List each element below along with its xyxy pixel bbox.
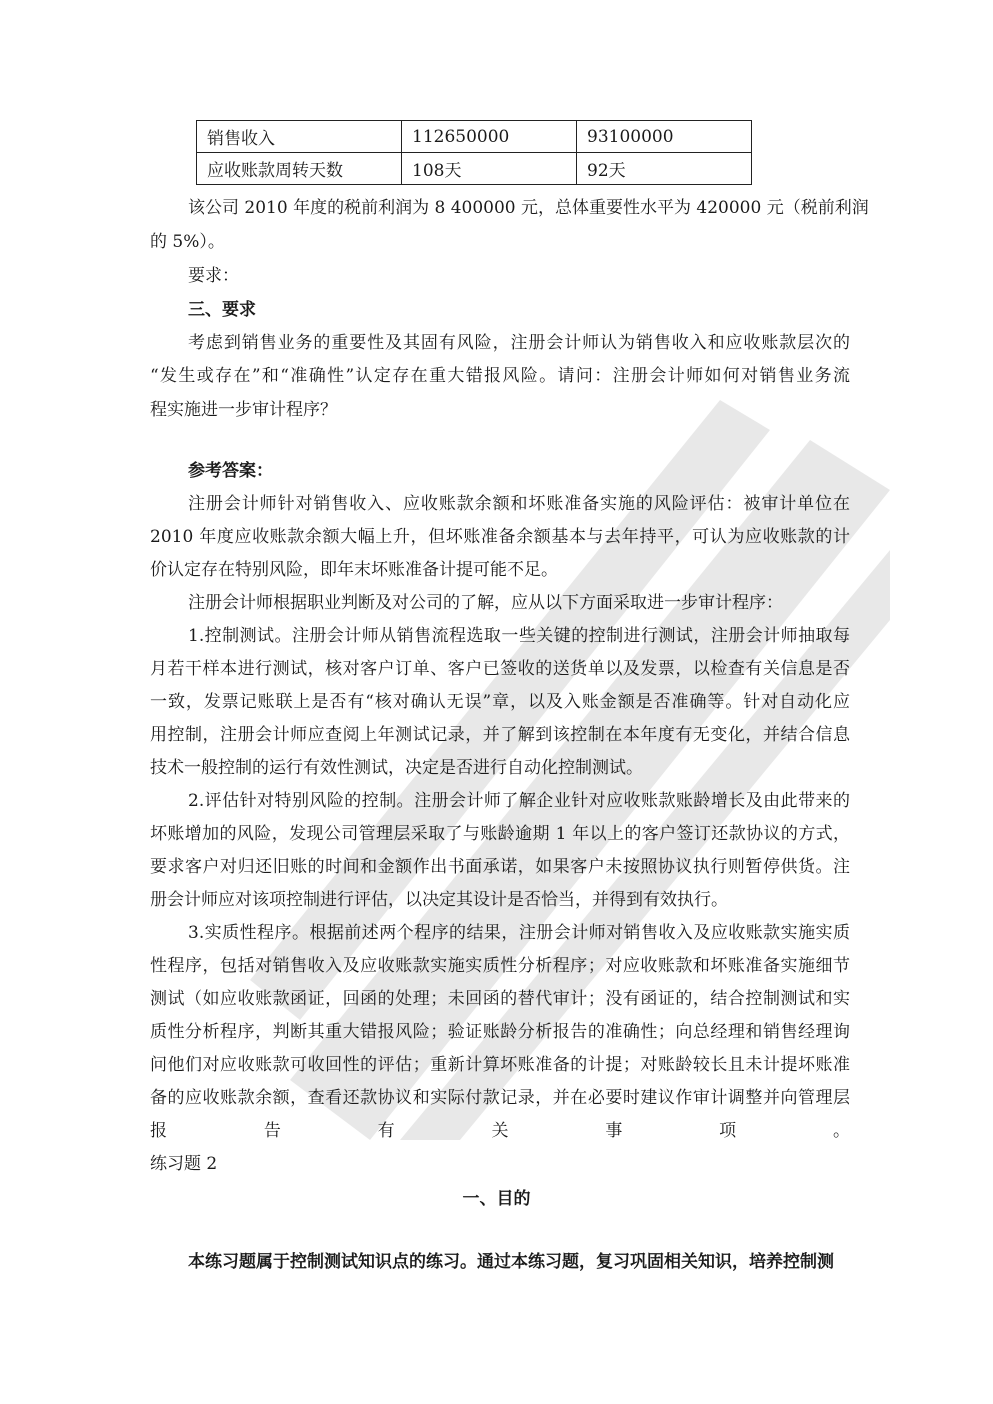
paragraph-line: 注册会计师根据职业判断及对公司的了解，应从以下方面采取进一步审计程序： — [188, 593, 783, 613]
paragraph-line: 用控制，注册会计师应查阅上年测试记录，并了解到该控制在本年度有无变化，并结合信息 — [150, 725, 850, 745]
paragraph-line: 质性分析程序，判断其重大错报风险；验证账龄分析报告的准确性；向总经理和销售经理询 — [150, 1022, 850, 1042]
section-heading: 本练习题属于控制测试知识点的练习。通过本练习题，复习巩固相关知识，培养控制测 — [188, 1252, 834, 1272]
table-row — [197, 153, 752, 185]
paragraph-line: 要求： — [188, 266, 239, 286]
answer-heading: 参考答案： — [188, 461, 273, 481]
table-cell: 92天 — [577, 153, 752, 185]
paragraph-line: 册会计师应对该项控制进行评估，以决定其设计是否恰当，并得到有效执行。 — [150, 890, 728, 910]
paragraph-line: 坏账增加的风险，发现公司管理层采取了与账龄逾期 1 年以上的客户签订还款协议的方式， — [150, 824, 850, 844]
paragraph-line: 注册会计师针对销售收入、应收账款余额和坏账准备实施的风险评估：被审计单位在 — [188, 494, 850, 514]
table-row — [197, 121, 752, 153]
paragraph-line: 的 5%）。 — [150, 232, 225, 252]
section-heading: 三、要求 — [188, 300, 256, 320]
paragraph-line: “发生或存在”和“准确性”认定存在重大错报风险。请问：注册会计师如何对销售业务流 — [150, 366, 850, 386]
paragraph-line: 问他们对应收账款可收回性的评估；重新计算坏账准备的计提；对账龄较长且未计提坏账准 — [150, 1055, 850, 1075]
table-cell: 93100000 — [577, 121, 752, 153]
paragraph-line: 要求客户对归还旧账的时间和金额作出书面承诺，如果客户未按照协议执行则暂停供货。注 — [150, 857, 850, 877]
exercise-title: 一、目的 — [462, 1189, 531, 1209]
paragraph-line: 程实施进一步审计程序？ — [150, 400, 337, 420]
paragraph-line: 价认定存在特别风险，即年末坏账准备计提可能不足。 — [150, 560, 558, 580]
paragraph-line: 1.控制测试。注册会计师从销售流程选取一些关键的控制进行测试，注册会计师抽取每 — [188, 626, 850, 646]
paragraph-line: 3.实质性程序。根据前述两个程序的结果，注册会计师对销售收入及应收账款实施实质 — [188, 923, 850, 943]
table-cell: 销售收入 — [197, 121, 402, 153]
paragraph-line: 2010 年度应收账款余额大幅上升，但坏账准备余额基本与去年持平，可认为应收账款的计 — [150, 527, 850, 547]
paragraph-line: 报告有关事项。 — [150, 1121, 850, 1141]
table-cell: 112650000 — [402, 121, 577, 153]
paragraph-line: 该公司 2010 年度的税前利润为 8 400000 元，总体重要性水平为 420000 元（税前利润 — [188, 198, 869, 218]
table-cell: 应收账款周转天数 — [197, 153, 402, 185]
paragraph-line: 技术一般控制的运行有效性测试，决定是否进行自动化控制测试。 — [150, 758, 643, 778]
paragraph-line: 一致，发票记账联上是否有“核对确认无误”章，以及入账金额是否准确等。针对自动化应 — [150, 692, 850, 712]
paragraph-line: 备的应收账款余额，查看还款协议和实际付款记录，并在必要时建议作审计调整并向管理层 — [150, 1088, 850, 1108]
paragraph-line: 2.评估针对特别风险的控制。注册会计师了解企业针对应收账款账龄增长及由此带来的 — [188, 791, 850, 811]
paragraph-line: 性程序，包括对销售收入及应收账款实施实质性分析程序；对应收账款和坏账准备实施细节 — [150, 956, 850, 976]
financial-table — [196, 120, 752, 185]
paragraph-line: 考虑到销售业务的重要性及其固有风险，注册会计师认为销售收入和应收账款层次的 — [188, 333, 850, 353]
paragraph-line: 练习题 2 — [150, 1154, 218, 1174]
table-cell: 108天 — [402, 153, 577, 185]
paragraph-line: 测试（如应收账款函证，回函的处理；未回函的替代审计；没有函证的，结合控制测试和实 — [150, 989, 850, 1009]
paragraph-line: 月若干样本进行测试，核对客户订单、客户已签收的送货单以及发票，以检查有关信息是否 — [150, 659, 850, 679]
